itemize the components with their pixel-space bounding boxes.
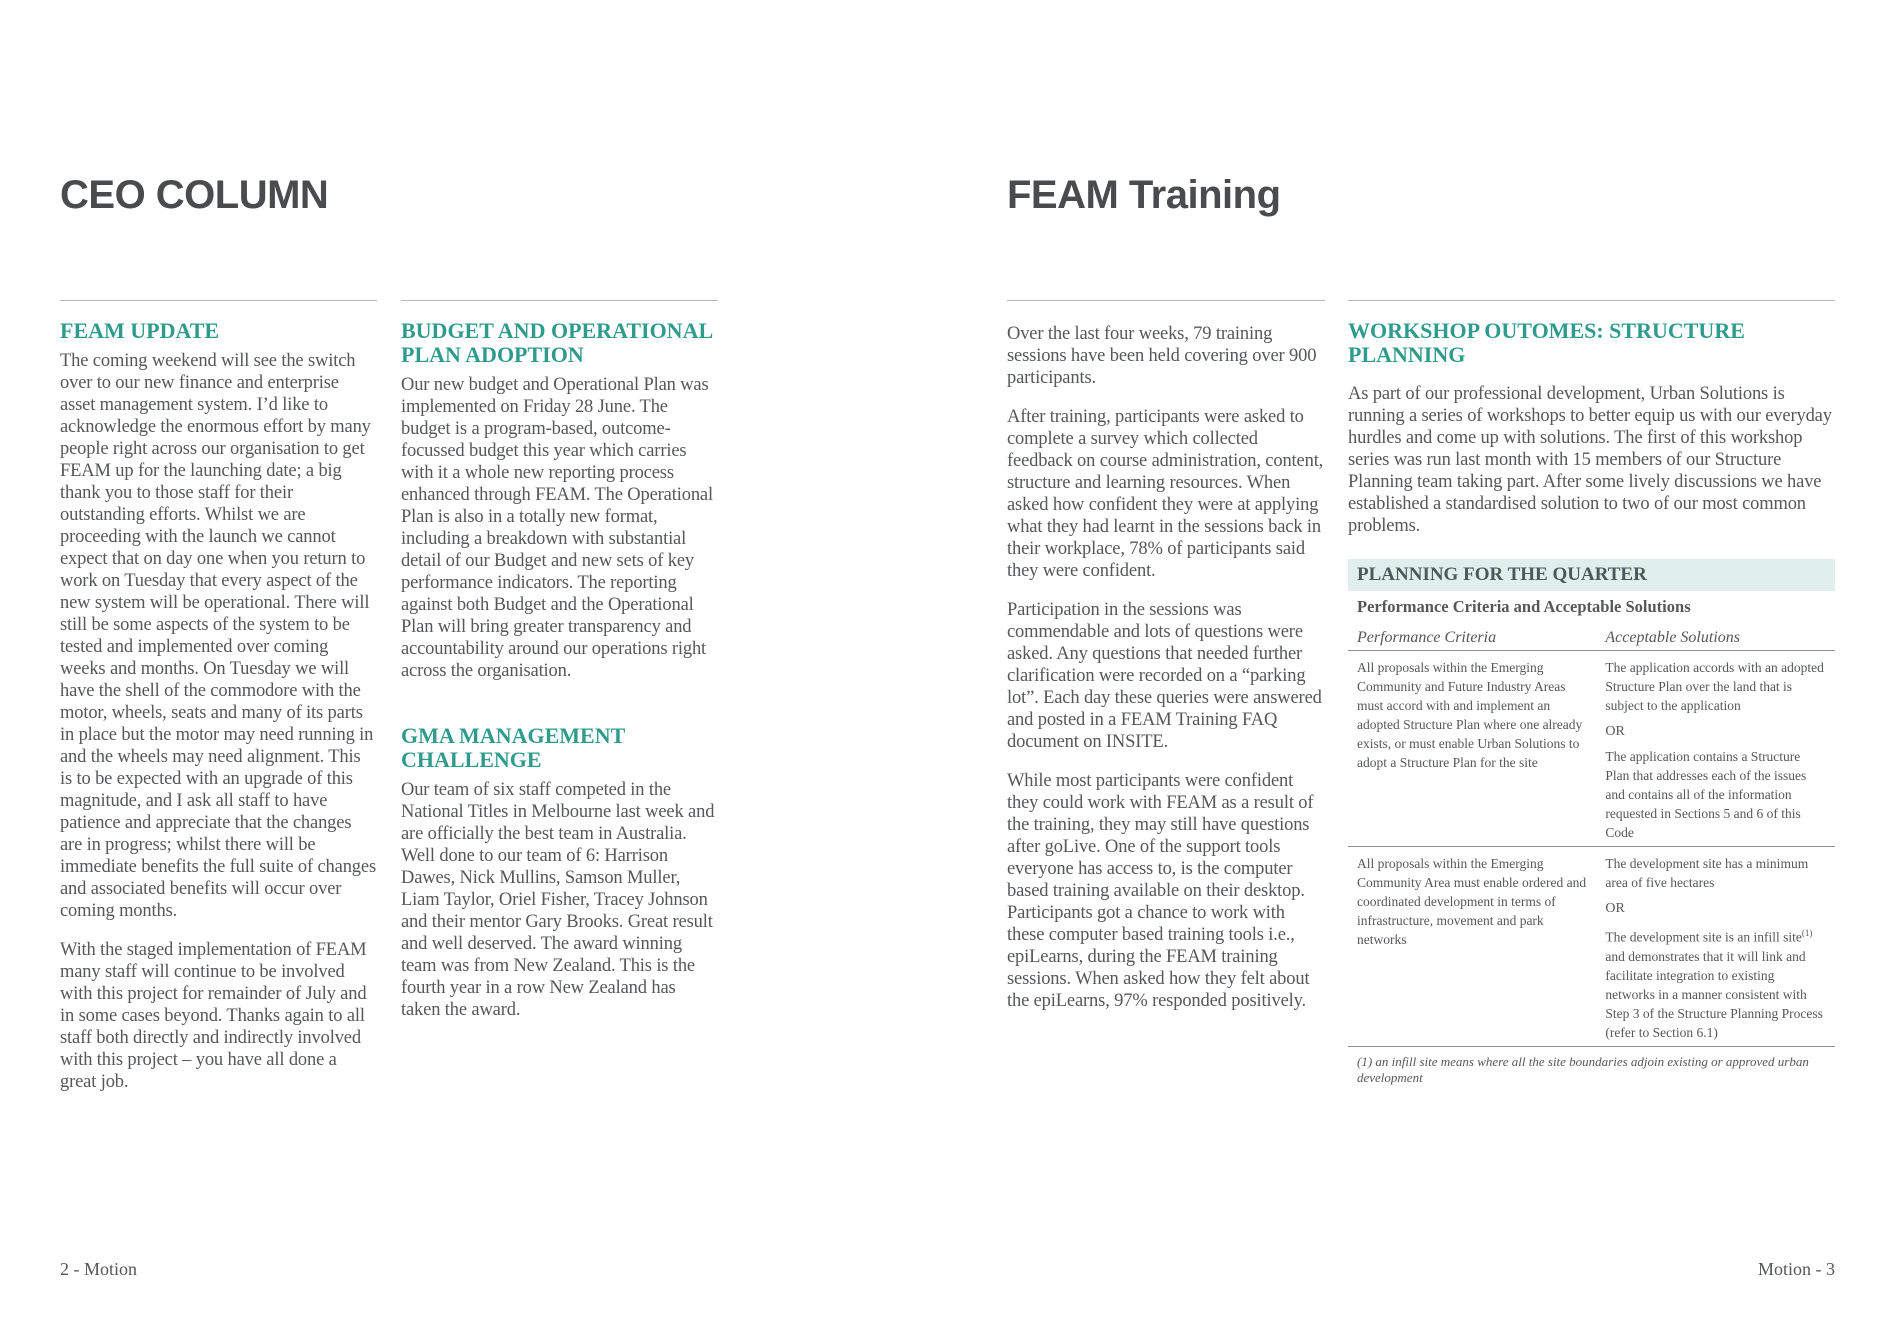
- footnote-marker: (1): [1801, 928, 1813, 938]
- solution-cell: [1596, 651, 1835, 847]
- page-footer-left: 2 - Motion: [60, 1259, 138, 1279]
- solution-text: The application accords with an adopted Structure Plan over the land that is subject to the application: [1605, 660, 1824, 713]
- solution-text: The application contains a Structure Plan that addresses each of the issues and contains all of the information requested in Sections 5 and 6 of this Code: [1605, 749, 1807, 840]
- table-subtitle: Performance Criteria and Acceptable Solutions: [1357, 597, 1691, 616]
- column-header-acceptable-solutions: Acceptable Solutions: [1596, 621, 1835, 651]
- solution-text: [1605, 924, 1826, 1042]
- page-footer-right: Motion - 3: [1757, 1259, 1835, 1279]
- paragraph: While most participants were confident they could work with FEAM as a result of the training, they may still have questions after goLive. One of the support tools everyone has access to, is the computer based training available on their desktop. Participants got a chance to work with these computer based training tools i.e., epiLearns, during the FEAM training sessions. When asked how they felt about the epiLearns, 97% responded positively.: [1007, 771, 1314, 1011]
- solution-text-pre: The development site is an infill site: [1605, 929, 1802, 945]
- or-label: OR: [1605, 724, 1625, 739]
- table-footnote: (1) an infill site means where all the site boundaries adjoin existing or approved urban development: [1357, 1053, 1809, 1085]
- table-header-row: [1348, 621, 1835, 651]
- paragraph: Over the last four weeks, 79 training sessions have been held covering over 900 participants.: [1007, 324, 1317, 388]
- workshop-column: [1348, 300, 1835, 1093]
- section-heading-gma-challenge: GMA MANAGEMENT CHALLENGE: [401, 723, 625, 772]
- page-title-feam-training: FEAM Training: [1007, 173, 1281, 217]
- planning-table-box: [1348, 559, 1835, 1093]
- table-row: [1348, 651, 1835, 847]
- page-title-ceo-column: CEO COLUMN: [60, 173, 329, 217]
- performance-criteria-table: [1348, 621, 1835, 1047]
- or-label: OR: [1605, 901, 1625, 916]
- feam-update-column: [60, 300, 377, 1110]
- solution-cell: [1596, 847, 1835, 1047]
- feam-training-column: [1007, 300, 1325, 1029]
- paragraph: With the staged implementation of FEAM many staff will continue to be involved with this project for remainder of July and in some cases beyond. Thanks again to all staff both directly and indirectly involved with this project – you have all done a great job.: [60, 940, 367, 1092]
- column-divider: [60, 300, 377, 301]
- paragraph: Participation in the sessions was commendable and lots of questions were asked. Any questions that needed further clarification were recorded on a “parking lot”. Each day these queries were answered and posted in a FEAM Training FAQ document on INSITE.: [1007, 600, 1322, 752]
- section-heading-budget: BUDGET AND OPERATIONAL PLAN ADOPTION: [401, 318, 712, 367]
- solution-text-post: and demonstrates that it will link and facilitate integration to existing networks in a manner consistent with Step 3 of the Structure Planning Process (refer to Section 6.1): [1605, 948, 1823, 1040]
- budget-column: [401, 300, 718, 1038]
- column-header-performance-criteria: Performance Criteria: [1348, 621, 1596, 651]
- paragraph: As part of our professional development, Urban Solutions is running a series of workshops to better equip us with our everyday hurdles and come up with solutions. The first of this workshop series was run last month with 15 members of our Structure Planning team taking part. After some lively discussions we have established a standardised solution to two of our most common problems.: [1348, 384, 1832, 536]
- column-divider: [1348, 300, 1835, 301]
- paragraph: Our team of six staff competed in the National Titles in Melbourne last week and are officially the best team in Australia. Well done to our team of 6: Harrison Dawes, Nick Mullins, Samson Muller, Liam Taylor, Oriel Fisher, Tracey Johnson and their mentor Gary Brooks. Great result and well deserved. The award winning team was from New Zealand. This is the fourth year in a row New Zealand has taken the award.: [401, 780, 715, 1020]
- section-heading-workshop-outcomes: WORKSHOP OUTOMES: STRUCTURE PLANNING: [1348, 318, 1745, 367]
- paragraph: Our new budget and Operational Plan was implemented on Friday 28 June. The budget is a program-based, outcome-focussed budget this year which carries with it a whole new reporting process enhanced through FEAM. The Operational Plan is also in a totally new format, including a breakdown with substantial detail of our Budget and new sets of key performance indicators. The reporting against both Budget and the Operational Plan will bring greater transparency and accountability around our operations right across the organisation.: [401, 375, 713, 681]
- criteria-cell: All proposals within the Emerging Community Area must enable ordered and coordinated development in terms of infrastructure, movement and park networks: [1348, 847, 1596, 1047]
- solution-text: The development site has a minimum area of five hectares: [1605, 856, 1809, 890]
- criteria-cell: All proposals within the Emerging Community and Future Industry Areas must accord with and implement an adopted Structure Plan where one already exists, or must enable Urban Solutions to adopt a Structure Plan for the site: [1348, 651, 1596, 847]
- section-heading-feam-update: FEAM UPDATE: [60, 318, 220, 343]
- table-title: PLANNING FOR THE QUARTER: [1348, 559, 1835, 591]
- paragraph: The coming weekend will see the switch over to our new finance and enterprise asset management system. I’d like to acknowledge the enormous effort by many people right across our organisation to get FEAM up for the launching date; a big thank you to those staff for their outstanding efforts. Whilst we are proceeding with the launch we cannot expect that on day one when you return to work on Tuesday that every aspect of the new system will be operational. There will still be some aspects of the system to be tested and implemented over coming weeks and months. On Tuesday we will have the shell of the commodore with the motor, wheels, seats and many of its parts in place but the motor may need running in and the wheels may need alignment. This is to be expected with an upgrade of this magnitude, and I ask all staff to have patience and appreciate that the changes are in progress; whilst there will be immediate benefits the full suite of changes and associated benefits will occur over coming months.: [60, 351, 377, 921]
- paragraph: After training, participants were asked to complete a survey which collected feedback on course administration, content, structure and learning resources. When asked how confident they were at applying what they had learnt in the sessions back in their workplace, 78% of participants said they were confident.: [1007, 407, 1324, 581]
- table-row: [1348, 847, 1835, 1047]
- column-divider: [401, 300, 718, 301]
